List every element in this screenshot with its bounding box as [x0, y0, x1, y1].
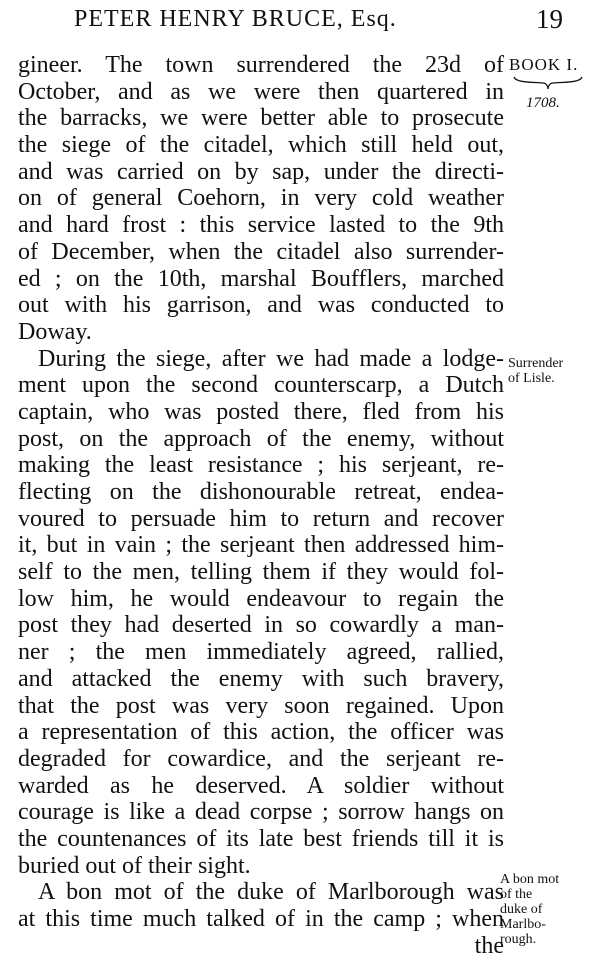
text-line: out with his garrison, and was conducted to [18, 292, 504, 319]
marginal-note-bon-mot [500, 872, 559, 947]
paragraph-start-line: During the siege, after we had made a lodge- [38, 345, 504, 372]
marginal-note-line: Surrender [508, 356, 564, 371]
text-line: voured to persuade him to return and recover [18, 505, 504, 532]
paragraph-end-line: Doway. [18, 318, 92, 345]
marginal-note-line: duke of [500, 902, 543, 917]
text-line: low him, he would endeavour to regain the [18, 585, 504, 612]
text-line: that the post was very soon regained. Upon [18, 692, 504, 719]
running-header [0, 4, 594, 44]
year-label: 1708. [526, 95, 560, 111]
book-label: BOOK I. [509, 55, 579, 74]
text-line: of December, when the citadel also surrender- [18, 238, 504, 265]
text-line: courage is like a dead corpse ; sorrow hangs on [18, 799, 504, 826]
text-line: captain, who was posted there, fled from his [18, 398, 504, 425]
text-line: self to the men, telling them if they would fol- [18, 559, 504, 586]
running-title: PETER HENRY BRUCE, Esq. [74, 6, 397, 32]
text-line: warded as he deserved. A soldier without [18, 772, 504, 799]
text-line: the siege of the citadel, which still held out, [18, 132, 504, 159]
marginal-note-line: A bon mot [500, 872, 560, 887]
text-line: and hard frost : this service lasted to the 9th [18, 212, 504, 239]
catchword: the [474, 932, 504, 959]
text-line: and was carried on by sap, under the directi- [18, 158, 504, 185]
text-line: and attacked the enemy with such bravery, [18, 665, 504, 692]
marginal-note-surrender [508, 356, 563, 386]
text-line: October, and as we were then quartered in [18, 78, 504, 105]
text-line: the countenances of its late best friends till it is [18, 825, 504, 852]
paragraph-end-line: buried out of their sight. [18, 852, 251, 879]
margin-brace [513, 76, 583, 90]
marginal-note-line: of the [500, 887, 533, 902]
text-line: ment upon the second counterscarp, a Dutch [18, 372, 504, 399]
text-line: degraded for cowardice, and the serjeant re- [18, 745, 504, 772]
text-line: post, on the approach of the enemy, without [18, 425, 504, 452]
marginal-note-line: rough. [500, 932, 537, 947]
text-line: at this time much talked of in the camp ; when [18, 906, 504, 932]
marginal-note-line: Marlbo- [500, 917, 546, 932]
text-line: a representation of this action, the officer was [18, 719, 504, 746]
text-line: flecting on the dishonourable retreat, endea- [18, 479, 504, 505]
text-line: the barracks, we were better able to prosecute [18, 105, 504, 132]
text-line: gineer. The town surrendered the 23d of [18, 52, 504, 78]
text-line: ed ; on the 10th, marshal Boufflers, marched [18, 265, 504, 292]
text-line: it, but in vain ; the serjeant then addressed him- [18, 532, 504, 559]
text-line: ner ; the men immediately agreed, rallied, [18, 639, 504, 666]
page-number: 19 [536, 4, 563, 34]
marginal-note-line: of Lisle. [508, 371, 555, 386]
text-line: post they had deserted in so cowardly a man- [18, 612, 504, 639]
paragraph-start-line: A bon mot of the duke of Marlborough was [38, 879, 504, 906]
text-line: making the least resistance ; his serjeant, re- [18, 452, 504, 479]
text-line: on of general Coehorn, in very cold weather [18, 185, 504, 212]
body-text [18, 52, 504, 959]
